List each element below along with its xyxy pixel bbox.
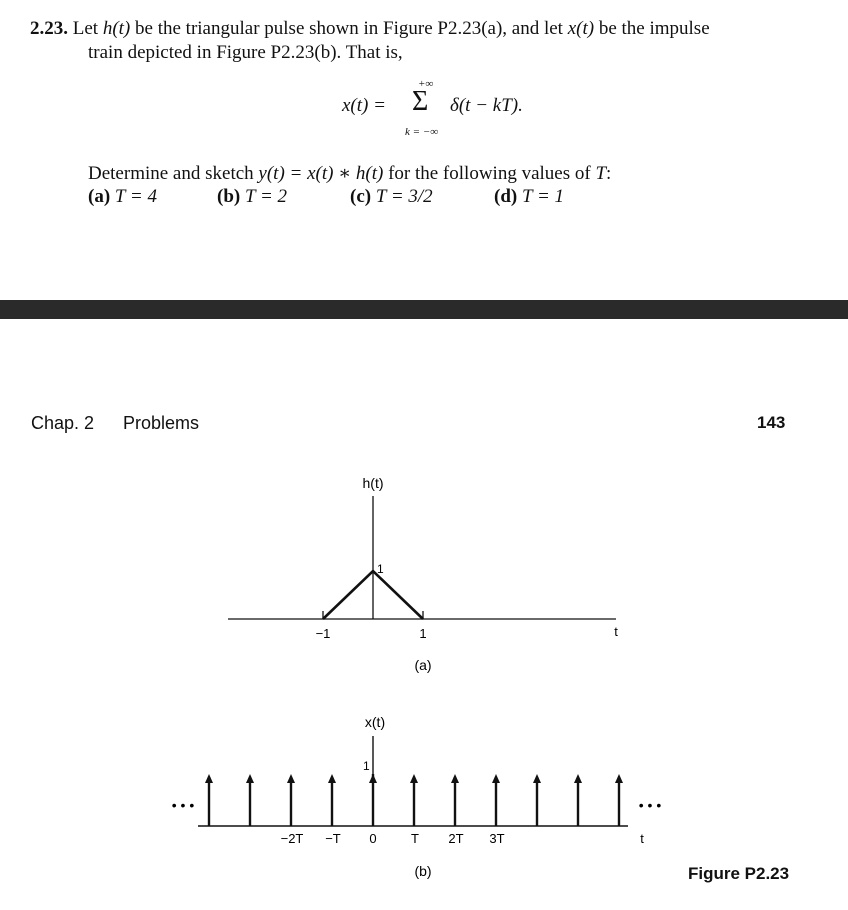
tick-label-minus-T: −T — [325, 831, 341, 846]
impulse-arrowhead — [451, 774, 459, 783]
figure-a — [0, 460, 848, 680]
tick-label-T: T — [411, 831, 419, 846]
tick-label-zero: 0 — [369, 831, 377, 846]
part-c-expr: T = 3/2 — [375, 186, 433, 207]
problem-text-3a: Determine and sketch — [88, 163, 259, 184]
t-axis-label-b: t — [640, 831, 644, 846]
peak-label: 1 — [377, 562, 384, 576]
problem-line-2: train depicted in Figure P2.23(b). That is, — [88, 42, 403, 63]
part-a — [88, 185, 157, 209]
tick-label-2T: 2T — [448, 831, 464, 846]
problem-line-1 — [30, 17, 710, 41]
sum-lower-limit: k = −∞ — [405, 126, 439, 138]
figure-b — [0, 700, 848, 890]
h-axis-label: h(t) — [362, 475, 384, 491]
colon: : — [606, 163, 612, 184]
part-c — [350, 185, 433, 209]
impulse-arrowhead — [492, 774, 500, 783]
tick-minus-one-label: −1 — [315, 626, 331, 641]
tick-label-3T: 3T — [489, 831, 505, 846]
tick-label-minus-2T: −2T — [280, 831, 304, 846]
figure-title: Figure P2.23 — [688, 864, 790, 883]
impulse-arrowhead — [615, 774, 623, 783]
caption-a: (a) — [414, 657, 432, 673]
impulse-arrowhead — [533, 774, 541, 783]
part-a-expr: T = 4 — [114, 186, 157, 207]
ellipsis-right: • • • — [638, 797, 662, 813]
problem-text-3b: for the following values of — [383, 163, 596, 184]
convolution-expr: y(t) = x(t) ∗ h(t) — [258, 163, 384, 184]
problem-number: 2.23. — [30, 18, 68, 39]
h-of-t: h(t) — [102, 18, 131, 39]
impulse-height-label: 1 — [363, 759, 370, 773]
part-d-label: (d) — [494, 186, 518, 207]
sum-symbol: Σ — [412, 86, 429, 117]
tick-one-label: 1 — [419, 626, 427, 641]
equation-lhs: x(t) = — [342, 95, 386, 116]
page-number: 143 — [757, 413, 786, 432]
part-b-expr: T = 2 — [244, 186, 288, 207]
impulse-arrowhead — [328, 774, 336, 783]
part-c-label: (c) — [350, 186, 372, 207]
impulse-arrowhead — [205, 774, 213, 783]
problem-line-3 — [88, 162, 611, 186]
equation-rhs: δ(t − kT). — [450, 95, 523, 116]
impulse-arrowhead — [410, 774, 418, 783]
part-d-expr: T = 1 — [521, 186, 565, 207]
chapter-label: Chap. 2 — [31, 413, 95, 433]
x-of-t: x(t) — [567, 18, 595, 39]
t-axis-label-a: t — [614, 624, 618, 639]
part-b-label: (b) — [217, 186, 241, 207]
impulse-arrowhead — [369, 774, 377, 783]
problem-text-1c: be the impulse — [594, 18, 710, 39]
impulse-arrowhead — [246, 774, 254, 783]
impulse-arrowhead — [287, 774, 295, 783]
problem-text-1a: Let — [72, 18, 103, 39]
T-symbol: T — [595, 163, 607, 184]
page-separator-band — [0, 300, 848, 319]
section-label: Problems — [123, 413, 200, 433]
caption-b: (b) — [414, 863, 432, 879]
ellipsis-left: • • • — [171, 797, 195, 813]
x-axis-label: x(t) — [364, 714, 386, 730]
impulse-arrowhead — [574, 774, 582, 783]
sum-upper-limit: +∞ — [418, 78, 434, 90]
part-b — [217, 185, 287, 209]
part-d — [494, 185, 564, 209]
part-a-label: (a) — [88, 186, 111, 207]
problem-text-1b: be the triangular pulse shown in Figure P2.23(a), and let — [130, 18, 568, 39]
